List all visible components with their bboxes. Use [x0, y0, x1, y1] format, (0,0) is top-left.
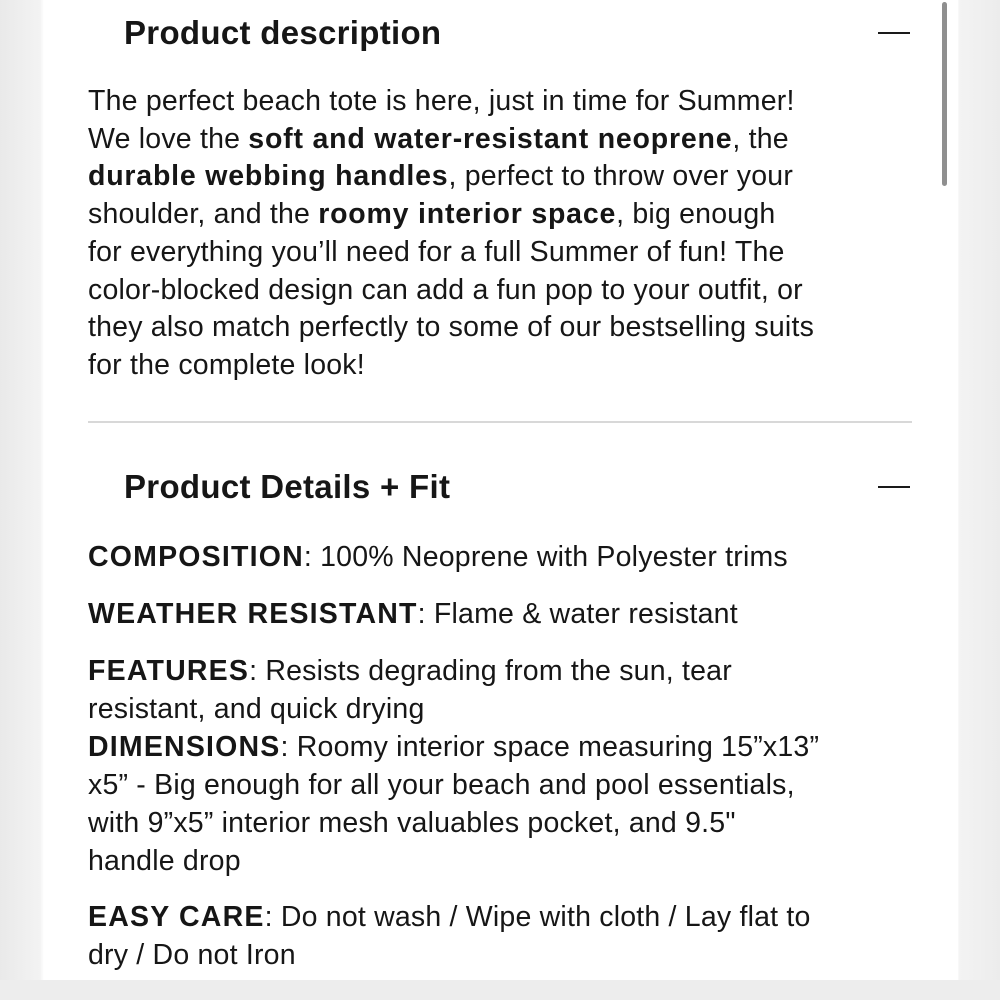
- detail-value: : Resists degrading from the sun, tear: [249, 655, 732, 687]
- description-header[interactable]: [124, 13, 924, 53]
- detail-value: : Flame & water resistant: [417, 598, 738, 630]
- detail-line: [88, 728, 938, 766]
- detail-item: [88, 652, 938, 728]
- detail-key: EASY CARE: [88, 901, 265, 933]
- minus-icon: [878, 32, 910, 34]
- description-title: Product description: [124, 14, 442, 51]
- detail-key: COMPOSITION: [88, 541, 304, 573]
- description-segment: shoulder, and the: [88, 198, 319, 231]
- description-line: [88, 234, 928, 272]
- detail-line: [88, 538, 938, 576]
- detail-value: x5” - Big enough for all your beach and pool essentials,: [88, 769, 795, 801]
- detail-value: with 9”x5” interior mesh valuables pocket, and 9.5": [88, 807, 736, 839]
- description-segment: for everything you’ll need for a full Summer of fun! The: [88, 235, 785, 268]
- detail-value: : Do not wash / Wipe with cloth / Lay flat to: [264, 901, 811, 933]
- detail-line: [88, 595, 938, 633]
- detail-value: handle drop: [88, 845, 241, 877]
- section-divider: [88, 421, 912, 423]
- description-highlight: durable webbing handles: [88, 160, 449, 193]
- description-segment: We love the: [88, 122, 249, 155]
- description-line: [88, 121, 928, 159]
- detail-value: dry / Do not Iron: [88, 939, 296, 971]
- scrollbar-thumb[interactable]: [942, 2, 947, 186]
- description-line: [88, 309, 928, 347]
- description-line: [88, 83, 928, 121]
- detail-line: [88, 766, 938, 804]
- description-highlight: roomy interior space: [318, 198, 617, 231]
- description-segment: , big enough: [616, 198, 776, 231]
- detail-line: [88, 898, 938, 936]
- detail-line: [88, 690, 938, 728]
- detail-item: [88, 595, 938, 633]
- detail-item: [88, 728, 938, 880]
- detail-key: DIMENSIONS: [88, 731, 281, 763]
- description-highlight: soft and water-resistant neoprene: [248, 122, 733, 155]
- detail-item: [88, 538, 938, 576]
- detail-line: [88, 936, 938, 974]
- description-line: [88, 347, 928, 385]
- details-title: Product Details + Fit: [124, 468, 451, 505]
- detail-line: [88, 842, 938, 880]
- details-collapse-button[interactable]: [874, 467, 918, 507]
- description-text: [88, 83, 928, 385]
- description-collapse-button[interactable]: [874, 13, 918, 53]
- description-segment: color-blocked design can add a fun pop to your outfit, or: [88, 273, 803, 306]
- scrollbar[interactable]: [938, 0, 952, 200]
- detail-value: : 100% Neoprene with Polyester trims: [303, 541, 788, 573]
- minus-icon: [878, 486, 910, 488]
- description-segment: they also match perfectly to some of our bestselling suits: [88, 311, 815, 344]
- description-line: [88, 158, 928, 196]
- detail-line: [88, 652, 938, 690]
- description-segment: , the: [732, 122, 789, 155]
- detail-value: resistant, and quick drying: [88, 693, 425, 725]
- detail-key: FEATURES: [88, 655, 250, 687]
- description-segment: , perfect to throw over your: [448, 160, 794, 193]
- detail-value: : Roomy interior space measuring 15”x13”: [280, 731, 820, 763]
- bottom-edge: [0, 980, 1000, 1000]
- description-line: [88, 272, 928, 310]
- description-segment: The perfect beach tote is here, just in time for Summer!: [88, 85, 795, 117]
- description-line: [88, 196, 928, 234]
- detail-item: [88, 898, 938, 974]
- details-header[interactable]: [124, 467, 924, 507]
- detail-key: WEATHER RESISTANT: [88, 598, 418, 630]
- detail-line: [88, 804, 938, 842]
- description-segment: for the complete look!: [88, 348, 365, 381]
